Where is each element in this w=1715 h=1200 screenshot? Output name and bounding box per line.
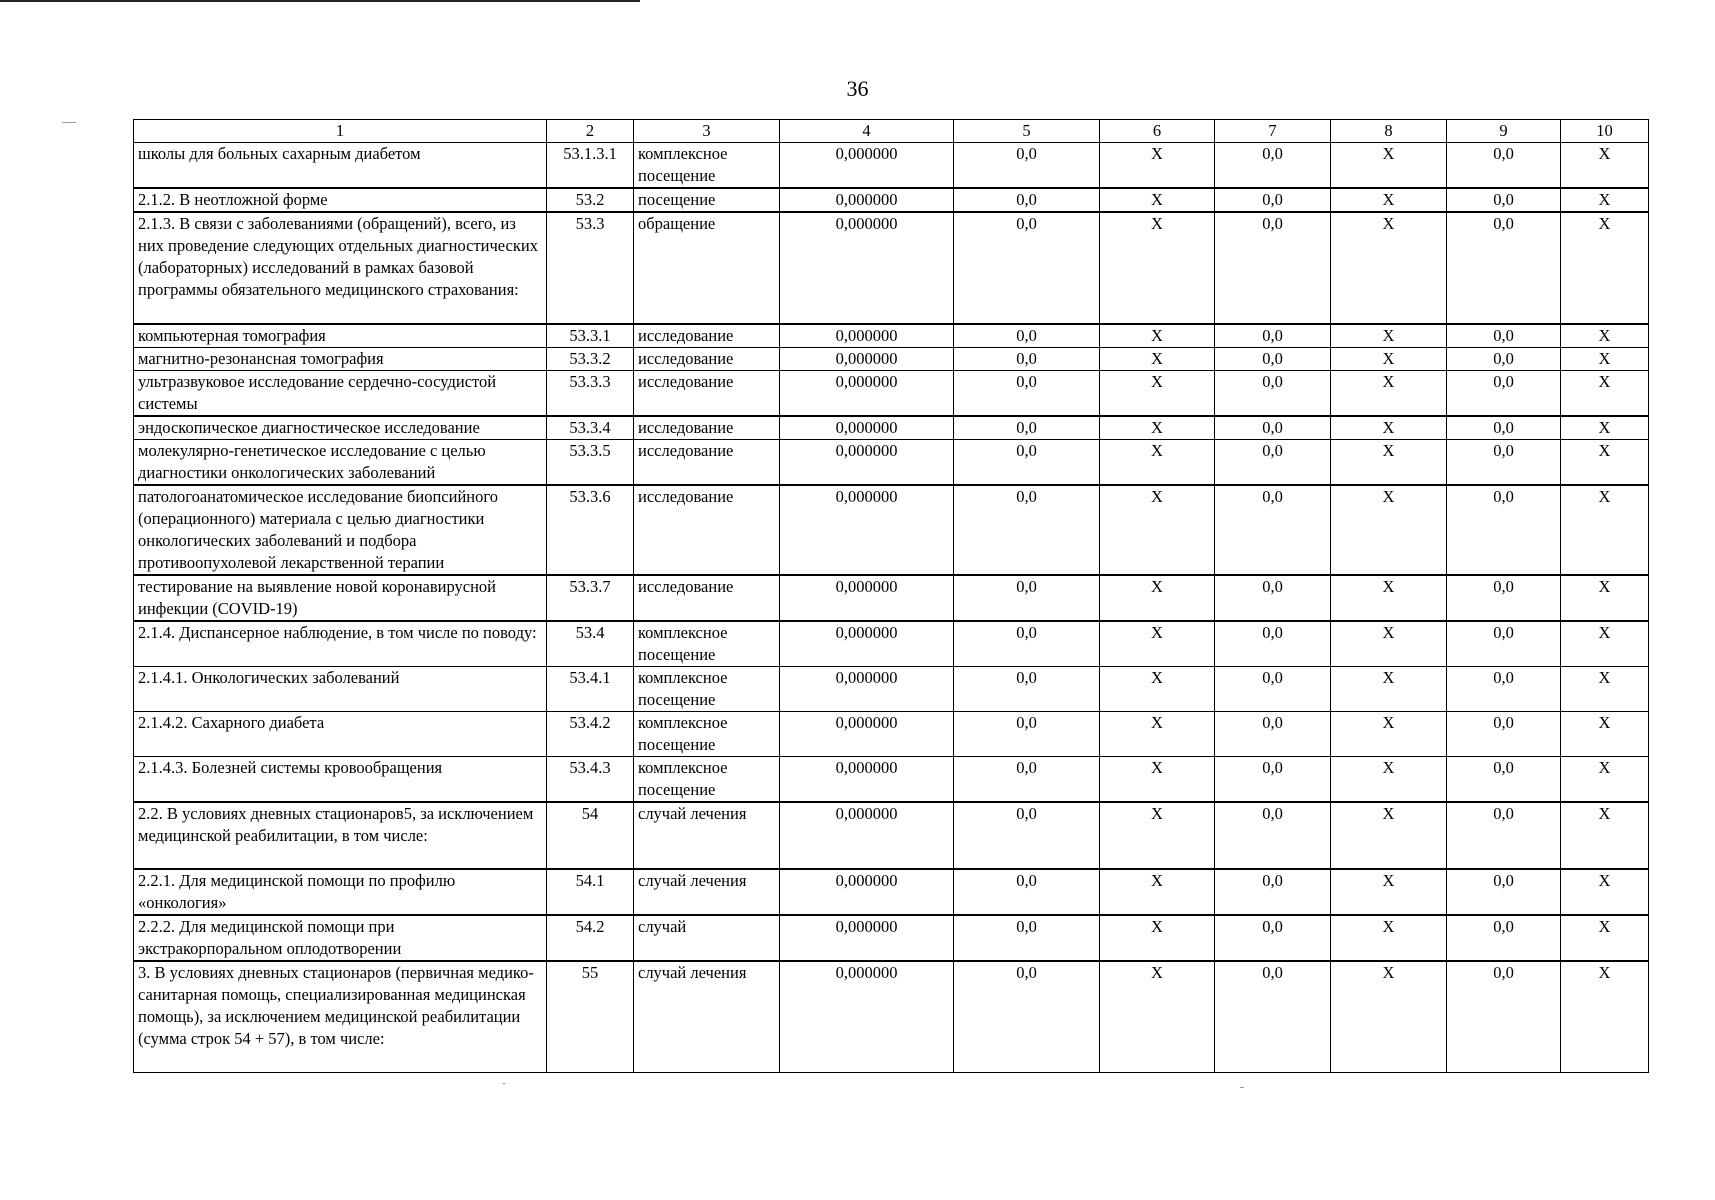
- cell-value: X: [1561, 575, 1649, 621]
- table-row: [134, 324, 1649, 348]
- cell-value: 0,0: [1215, 416, 1331, 440]
- cell-value: 0,0: [954, 485, 1100, 575]
- row-unit: комплексное посещение: [634, 621, 780, 667]
- cell-value: X: [1100, 371, 1215, 417]
- row-code: 53.3.5: [547, 440, 634, 486]
- row-name: 2.1.4.1. Онкологических заболеваний: [134, 667, 547, 712]
- cell-value: 0,000000: [780, 212, 954, 324]
- row-code: 53.4: [547, 621, 634, 667]
- table-row: [134, 416, 1649, 440]
- cell-value: 0,000000: [780, 712, 954, 757]
- row-code: 54.1: [547, 869, 634, 915]
- cell-value: 0,000000: [780, 348, 954, 371]
- cell-value: 0,0: [954, 188, 1100, 212]
- cell-value: 0,0: [954, 915, 1100, 961]
- cell-value: X: [1331, 371, 1447, 417]
- row-unit: случай лечения: [634, 802, 780, 869]
- cell-value: X: [1331, 869, 1447, 915]
- column-header: 4: [780, 120, 954, 143]
- cell-value: 0,0: [1215, 188, 1331, 212]
- cell-value: X: [1100, 869, 1215, 915]
- cell-value: X: [1561, 712, 1649, 757]
- row-code: 54.2: [547, 915, 634, 961]
- row-unit: исследование: [634, 324, 780, 348]
- cell-value: X: [1331, 212, 1447, 324]
- row-unit: комплексное посещение: [634, 667, 780, 712]
- cell-value: X: [1561, 757, 1649, 803]
- cell-value: X: [1561, 416, 1649, 440]
- cell-value: 0,0: [1447, 143, 1561, 189]
- cell-value: 0,000000: [780, 440, 954, 486]
- cell-value: X: [1100, 802, 1215, 869]
- cell-value: X: [1331, 757, 1447, 803]
- row-unit: исследование: [634, 416, 780, 440]
- table-row: [134, 961, 1649, 1072]
- row-name: эндоскопическое диагностическое исследование: [134, 416, 547, 440]
- cell-value: 0,0: [1215, 371, 1331, 417]
- cell-value: 0,0: [954, 869, 1100, 915]
- row-code: 53.2: [547, 188, 634, 212]
- cell-value: 0,0: [1447, 961, 1561, 1072]
- column-header: 2: [547, 120, 634, 143]
- top-border-line: [0, 0, 640, 2]
- row-name: школы для больных сахарным диабетом: [134, 143, 547, 189]
- page-number: 36: [846, 76, 869, 101]
- cell-value: 0,000000: [780, 575, 954, 621]
- row-name: 2.1.2. В неотложной форме: [134, 188, 547, 212]
- cell-value: X: [1561, 802, 1649, 869]
- cell-value: 0,0: [954, 371, 1100, 417]
- cell-value: 0,0: [1447, 416, 1561, 440]
- column-header: 9: [1447, 120, 1561, 143]
- cell-value: 0,0: [1215, 324, 1331, 348]
- cell-value: 0,0: [954, 667, 1100, 712]
- row-name: 2.1.4.2. Сахарного диабета: [134, 712, 547, 757]
- table-row: [134, 757, 1649, 803]
- row-unit: комплексное посещение: [634, 757, 780, 803]
- cell-value: X: [1100, 621, 1215, 667]
- row-code: 53.4.1: [547, 667, 634, 712]
- cell-value: 0,0: [954, 575, 1100, 621]
- cell-value: 0,000000: [780, 188, 954, 212]
- cell-value: 0,0: [954, 143, 1100, 189]
- cell-value: X: [1100, 143, 1215, 189]
- cell-value: 0,0: [1447, 712, 1561, 757]
- header-row: [134, 120, 1649, 143]
- cell-value: X: [1100, 440, 1215, 486]
- cell-value: X: [1331, 915, 1447, 961]
- cell-value: 0,0: [1447, 757, 1561, 803]
- column-header: 10: [1561, 120, 1649, 143]
- row-name: 3. В условиях дневных стационаров (первичная медико-санитарная помощь, специализированная медицинская помощь), за исключением медицинской реабилитации (сумма строк 54 + 57), в том числе:: [134, 961, 547, 1072]
- column-header: 5: [954, 120, 1100, 143]
- table-row: [134, 485, 1649, 575]
- cell-value: 0,0: [1447, 621, 1561, 667]
- row-name: тестирование на выявление новой коронавирусной инфекции (COVID-19): [134, 575, 547, 621]
- row-code: 53.3.6: [547, 485, 634, 575]
- cell-value: 0,000000: [780, 485, 954, 575]
- row-code: 53.3.7: [547, 575, 634, 621]
- cell-value: 0,000000: [780, 802, 954, 869]
- margin-mark: [62, 122, 76, 123]
- cell-value: 0,000000: [780, 667, 954, 712]
- cell-value: 0,000000: [780, 757, 954, 803]
- cell-value: X: [1561, 348, 1649, 371]
- cell-value: 0,0: [954, 440, 1100, 486]
- cell-value: X: [1331, 621, 1447, 667]
- row-unit: случай лечения: [634, 961, 780, 1072]
- row-code: 54: [547, 802, 634, 869]
- row-code: 53.4.3: [547, 757, 634, 803]
- cell-value: X: [1100, 915, 1215, 961]
- table-row: [134, 915, 1649, 961]
- row-code: 53.4.2: [547, 712, 634, 757]
- table-row: [134, 348, 1649, 371]
- cell-value: 0,0: [1215, 757, 1331, 803]
- cell-value: 0,000000: [780, 143, 954, 189]
- table-row: [134, 440, 1649, 486]
- cell-value: 0,0: [1215, 915, 1331, 961]
- cell-value: 0,0: [1215, 143, 1331, 189]
- table-row: [134, 621, 1649, 667]
- table-row: [134, 575, 1649, 621]
- row-name: молекулярно-генетическое исследование с целью диагностики онкологических заболеваний: [134, 440, 547, 486]
- cell-value: 0,0: [1215, 802, 1331, 869]
- cell-value: 0,000000: [780, 915, 954, 961]
- table-row: [134, 143, 1649, 189]
- cell-value: 0,0: [954, 324, 1100, 348]
- cell-value: 0,0: [1447, 212, 1561, 324]
- data-table: [133, 119, 1649, 1073]
- cell-value: 0,0: [1447, 802, 1561, 869]
- cell-value: 0,0: [1215, 575, 1331, 621]
- cell-value: X: [1331, 416, 1447, 440]
- cell-value: 0,0: [1447, 485, 1561, 575]
- row-code: 53.3.1: [547, 324, 634, 348]
- cell-value: 0,0: [1447, 348, 1561, 371]
- cell-value: 0,0: [1215, 348, 1331, 371]
- cell-value: X: [1561, 485, 1649, 575]
- row-name: 2.1.3. В связи с заболеваниями (обращений), всего, из них проведение следующих отдельных диагностических (лабораторных) исследований в рамках базовой программы обязательного медицинского страхования:: [134, 212, 547, 324]
- cell-value: 0,0: [1447, 575, 1561, 621]
- row-name: 2.2. В условиях дневных стационаров5, за исключением медицинской реабилитации, в том числе:: [134, 802, 547, 869]
- table-row: [134, 212, 1649, 324]
- cell-value: X: [1100, 961, 1215, 1072]
- cell-value: 0,000000: [780, 324, 954, 348]
- cell-value: X: [1561, 961, 1649, 1072]
- row-code: 53.3.3: [547, 371, 634, 417]
- cell-value: 0,0: [954, 416, 1100, 440]
- column-header: 3: [634, 120, 780, 143]
- scan-speck: [1240, 1087, 1244, 1088]
- row-code: 53.3.2: [547, 348, 634, 371]
- cell-value: 0,0: [954, 802, 1100, 869]
- table-row: [134, 371, 1649, 417]
- row-unit: исследование: [634, 575, 780, 621]
- row-code: 53.3: [547, 212, 634, 324]
- cell-value: X: [1561, 143, 1649, 189]
- row-name: патологоанатомическое исследование биопсийного (операционного) материала с целью диагностики онкологических заболеваний и подбора противоопухолевой лекарственной терапии: [134, 485, 547, 575]
- column-header: 7: [1215, 120, 1331, 143]
- cell-value: X: [1561, 188, 1649, 212]
- row-unit: обращение: [634, 212, 780, 324]
- cell-value: X: [1331, 348, 1447, 371]
- cell-value: X: [1331, 575, 1447, 621]
- cell-value: X: [1331, 802, 1447, 869]
- row-unit: посещение: [634, 188, 780, 212]
- cell-value: 0,000000: [780, 961, 954, 1072]
- cell-value: 0,0: [1447, 869, 1561, 915]
- row-unit: комплексное посещение: [634, 143, 780, 189]
- table-row: [134, 712, 1649, 757]
- cell-value: X: [1561, 621, 1649, 667]
- cell-value: 0,0: [954, 621, 1100, 667]
- row-unit: исследование: [634, 348, 780, 371]
- cell-value: 0,0: [1215, 869, 1331, 915]
- row-unit: исследование: [634, 440, 780, 486]
- cell-value: X: [1561, 212, 1649, 324]
- cell-value: 0,000000: [780, 621, 954, 667]
- cell-value: 0,0: [1447, 324, 1561, 348]
- row-name: 2.1.4. Диспансерное наблюдение, в том числе по поводу:: [134, 621, 547, 667]
- cell-value: X: [1331, 485, 1447, 575]
- cell-value: X: [1100, 575, 1215, 621]
- cell-value: X: [1561, 371, 1649, 417]
- cell-value: 0,0: [1215, 712, 1331, 757]
- cell-value: 0,0: [1447, 371, 1561, 417]
- cell-value: X: [1100, 212, 1215, 324]
- table-row: [134, 802, 1649, 869]
- cell-value: 0,0: [1447, 188, 1561, 212]
- cell-value: 0,0: [1215, 440, 1331, 486]
- scan-speck: [503, 1083, 505, 1084]
- cell-value: X: [1331, 188, 1447, 212]
- cell-value: X: [1100, 667, 1215, 712]
- cell-value: 0,0: [1215, 621, 1331, 667]
- cell-value: 0,0: [1447, 440, 1561, 486]
- cell-value: X: [1100, 324, 1215, 348]
- cell-value: 0,0: [954, 348, 1100, 371]
- row-unit: случай лечения: [634, 869, 780, 915]
- row-unit: комплексное посещение: [634, 712, 780, 757]
- row-name: компьютерная томография: [134, 324, 547, 348]
- row-unit: исследование: [634, 485, 780, 575]
- cell-value: 0,000000: [780, 416, 954, 440]
- table-row: [134, 667, 1649, 712]
- cell-value: 0,0: [1215, 485, 1331, 575]
- column-header: 6: [1100, 120, 1215, 143]
- row-unit: случай: [634, 915, 780, 961]
- cell-value: X: [1331, 440, 1447, 486]
- cell-value: 0,0: [1215, 212, 1331, 324]
- row-code: 53.3.4: [547, 416, 634, 440]
- cell-value: X: [1561, 915, 1649, 961]
- row-name: 2.2.1. Для медицинской помощи по профилю «онкология»: [134, 869, 547, 915]
- cell-value: X: [1331, 324, 1447, 348]
- cell-value: X: [1100, 348, 1215, 371]
- cell-value: 0,0: [954, 712, 1100, 757]
- cell-value: X: [1561, 324, 1649, 348]
- cell-value: 0,000000: [780, 371, 954, 417]
- column-header: 1: [134, 120, 547, 143]
- cell-value: X: [1100, 188, 1215, 212]
- cell-value: X: [1561, 667, 1649, 712]
- row-unit: исследование: [634, 371, 780, 417]
- cell-value: 0,0: [954, 961, 1100, 1072]
- cell-value: 0,0: [1447, 667, 1561, 712]
- row-name: 2.1.4.3. Болезней системы кровообращения: [134, 757, 547, 803]
- cell-value: X: [1331, 143, 1447, 189]
- cell-value: 0,0: [954, 212, 1100, 324]
- table-row: [134, 869, 1649, 915]
- cell-value: 0,0: [1215, 667, 1331, 712]
- cell-value: 0,0: [1215, 961, 1331, 1072]
- cell-value: X: [1100, 416, 1215, 440]
- cell-value: X: [1331, 961, 1447, 1072]
- cell-value: 0,0: [1447, 915, 1561, 961]
- column-header: 8: [1331, 120, 1447, 143]
- cell-value: X: [1331, 712, 1447, 757]
- cell-value: 0,0: [954, 757, 1100, 803]
- cell-value: X: [1561, 440, 1649, 486]
- row-name: магнитно-резонансная томография: [134, 348, 547, 371]
- cell-value: X: [1561, 869, 1649, 915]
- row-code: 53.1.3.1: [547, 143, 634, 189]
- row-code: 55: [547, 961, 634, 1072]
- cell-value: X: [1100, 712, 1215, 757]
- cell-value: 0,000000: [780, 869, 954, 915]
- cell-value: X: [1100, 485, 1215, 575]
- table-row: [134, 188, 1649, 212]
- row-name: 2.2.2. Для медицинской помощи при экстракорпоральном оплодотворении: [134, 915, 547, 961]
- row-name: ультразвуковое исследование сердечно-сосудистой системы: [134, 371, 547, 417]
- cell-value: X: [1100, 757, 1215, 803]
- cell-value: X: [1331, 667, 1447, 712]
